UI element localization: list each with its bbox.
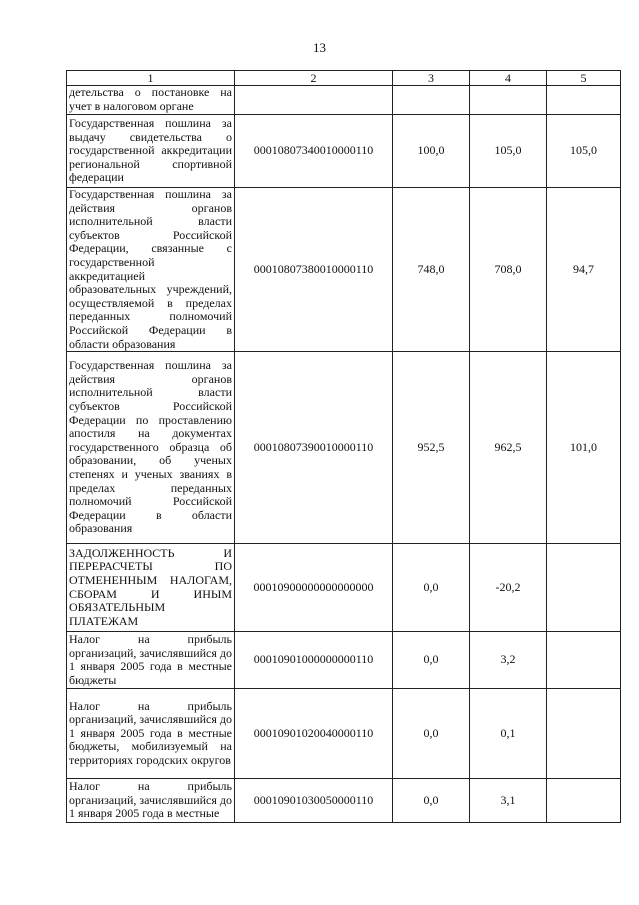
table-row xyxy=(67,188,621,352)
row-code: 00010807390010000110 xyxy=(235,352,393,544)
row-value-4: -20,2 xyxy=(470,544,547,632)
row-value-5 xyxy=(547,689,621,779)
row-value-5: 105,0 xyxy=(547,115,621,188)
row-value-5 xyxy=(547,632,621,689)
row-value-3: 0,0 xyxy=(393,689,470,779)
row-code: 00010901000000000110 xyxy=(235,632,393,689)
row-value-3: 952,5 xyxy=(393,352,470,544)
row-value-5 xyxy=(547,779,621,823)
row-code: 00010901020040000110 xyxy=(235,689,393,779)
row-value-5 xyxy=(547,544,621,632)
row-code: 00010807340010000110 xyxy=(235,115,393,188)
row-value-3: 0,0 xyxy=(393,544,470,632)
row-name: Налог на прибыль организаций, зачислявшийся до 1 января 2005 года в местные xyxy=(67,779,235,823)
row-code: 00010900000000000000 xyxy=(235,544,393,632)
row-value-4: 708,0 xyxy=(470,188,547,352)
row-value-4: 3,1 xyxy=(470,779,547,823)
table-row xyxy=(67,632,621,689)
row-value-4: 0,1 xyxy=(470,689,547,779)
column-header: 1 xyxy=(67,71,235,86)
table-row xyxy=(67,115,621,188)
table-row xyxy=(67,352,621,544)
column-header: 2 xyxy=(235,71,393,86)
row-value-5: 94,7 xyxy=(547,188,621,352)
column-header: 5 xyxy=(547,71,621,86)
row-name: Налог на прибыль организаций, зачислявшийся до 1 января 2005 года в местные бюджеты, мобилизуемый на территориях городских округов xyxy=(67,689,235,779)
row-value-4: 962,5 xyxy=(470,352,547,544)
table-header-row xyxy=(67,71,621,86)
revenue-table xyxy=(66,70,621,823)
row-name: Налог на прибыль организаций, зачислявшийся до 1 января 2005 года в местные бюджеты xyxy=(67,632,235,689)
page-number: 13 xyxy=(313,40,326,55)
row-name: Государственная пошлина за выдачу свидетельства о государственной аккредитации региональной спортивной федерации xyxy=(67,115,235,188)
row-name: ЗАДОЛЖЕННОСТЬ И ПЕРЕРАСЧЕТЫ ПО ОТМЕНЕННЫМ НАЛОГАМ, СБОРАМ И ИНЫМ ОБЯЗАТЕЛЬНЫМ ПЛАТЕЖАМ xyxy=(67,544,235,632)
row-value-3 xyxy=(393,86,470,115)
row-value-3: 0,0 xyxy=(393,779,470,823)
row-code: 00010807380010000110 xyxy=(235,188,393,352)
row-value-5: 101,0 xyxy=(547,352,621,544)
table-row xyxy=(67,544,621,632)
column-header: 4 xyxy=(470,71,547,86)
table-row xyxy=(67,86,621,115)
row-code xyxy=(235,86,393,115)
row-value-3: 748,0 xyxy=(393,188,470,352)
row-value-4: 3,2 xyxy=(470,632,547,689)
row-value-5 xyxy=(547,86,621,115)
table-row xyxy=(67,689,621,779)
row-name: детельства о постановке на учет в налоговом органе xyxy=(67,86,235,115)
row-value-4: 105,0 xyxy=(470,115,547,188)
row-value-3: 0,0 xyxy=(393,632,470,689)
row-code: 00010901030050000110 xyxy=(235,779,393,823)
row-name: Государственная пошлина за действия органов исполнительной власти субъектов Российской Федерации по проставлению апостиля на документах государственного образца об образовании, об ученых степенях и ученых званиях в пределах переданных полномочий Российской Федерации в области образования xyxy=(67,352,235,544)
row-name: Государственная пошлина за действия органов исполнительной власти субъектов Российской Федерации, связанные с государственной аккредитацией образовательных учреждений, осуществляемой в пределах переданных полномочий Российской Федерации в области образования xyxy=(67,188,235,352)
table-row xyxy=(67,779,621,823)
column-header: 3 xyxy=(393,71,470,86)
row-value-3: 100,0 xyxy=(393,115,470,188)
row-value-4 xyxy=(470,86,547,115)
